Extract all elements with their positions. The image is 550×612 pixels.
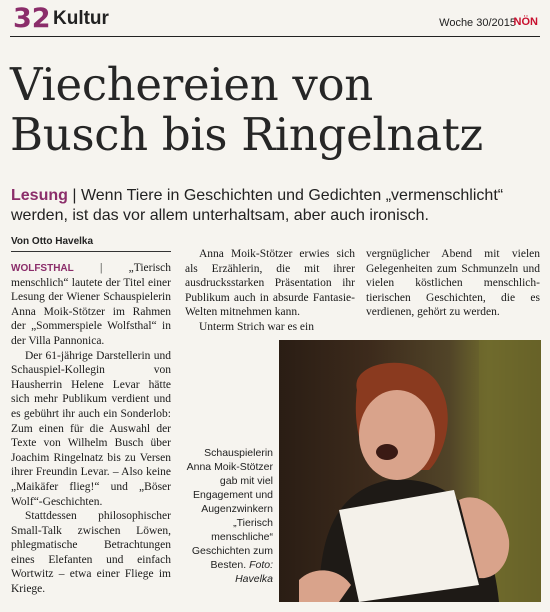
- location-separator: |: [100, 262, 103, 274]
- page-number: 32: [13, 3, 51, 34]
- lead-text: Wenn Tiere in Geschichten und Gedichten „vermenschlicht“ werden, ist das vor allem unterhaltsam, aber auch ironisch.: [11, 187, 504, 224]
- article-photo: [279, 340, 541, 602]
- article-column-3: [366, 247, 540, 320]
- article-headline: [10, 60, 545, 160]
- photo-credit: Foto: Havelka: [235, 559, 273, 585]
- section-label: Kultur: [53, 8, 109, 29]
- location-label: WOLFSTHAL: [11, 263, 74, 274]
- publication-logo: NÖN: [513, 16, 538, 28]
- photo-caption: [185, 446, 273, 586]
- paragraph-text: „Tierisch menschlich“ lautete der Titel einer Lesung der Wiener Schauspielerin Anna Moik-Stötzer im Rahmen der „Sommerspiele Wolfsthal“ in der Villa Pannonica.: [11, 262, 171, 347]
- paragraph-continued: vergnüglicher Abend mit vielen Gelegenheiten zum Schmunzeln und vielen köstlichen menschlich-tierischen Geschichten, die es verdienen, gehört zu werden.: [366, 248, 540, 319]
- article-column-1: [11, 261, 171, 597]
- paragraph: Stattdessen philosophischer Small-Talk zwischen Löwen, phlegmatische Betrachtungen eines Elefanten und einfach Wortwitz – etwa einer Fliege im Kriege.: [11, 510, 171, 596]
- page-header: [10, 3, 540, 37]
- headline-line-2: Busch bis Ringelnatz: [10, 108, 483, 161]
- article-column-2: [185, 247, 355, 335]
- caption-text: Schauspielerin Anna Moik-Stötzer gab mit viel Engagement und Augenzwinkern „Tierisch menschliche“ Geschichten zum Besten.: [186, 447, 273, 571]
- paragraph: Anna Moik-Stötzer erwies sich als Erzählerin, die mit ihrer ausdrucksstarken Präsentation ihr Publikum auch in absurde Fantasie-Welten mitnehmen kann.: [185, 248, 355, 319]
- actress-illustration: [279, 340, 541, 602]
- lead-separator: |: [72, 187, 77, 204]
- byline-divider: [11, 251, 171, 252]
- paragraph: [11, 261, 171, 349]
- paragraph: Unterm Strich war es ein: [199, 320, 314, 333]
- lead-keyword: Lesung: [11, 187, 68, 204]
- headline-line-1: Viechereien von: [10, 58, 373, 111]
- author-byline: Von Otto Havelka: [11, 236, 94, 247]
- issue-label: Woche 30/2015: [439, 17, 516, 29]
- article-lead: [11, 186, 541, 226]
- paragraph: Der 61-jährige Darstellerin und Schauspiel-Kollegin von Hausherrin Helene Levar hätte sich mehr Publikum verdient und es gebührt ihr auch ein Sonderlob: Zum einen für die Auswahl der Texte von Wilhelm Busch über Joachim Ringelnatz bis zu Versen ihrer Freundin Levar. – Also keine „Maikäfer flieg!“ und „Böser Wolf“-Geschichten.: [11, 349, 171, 508]
